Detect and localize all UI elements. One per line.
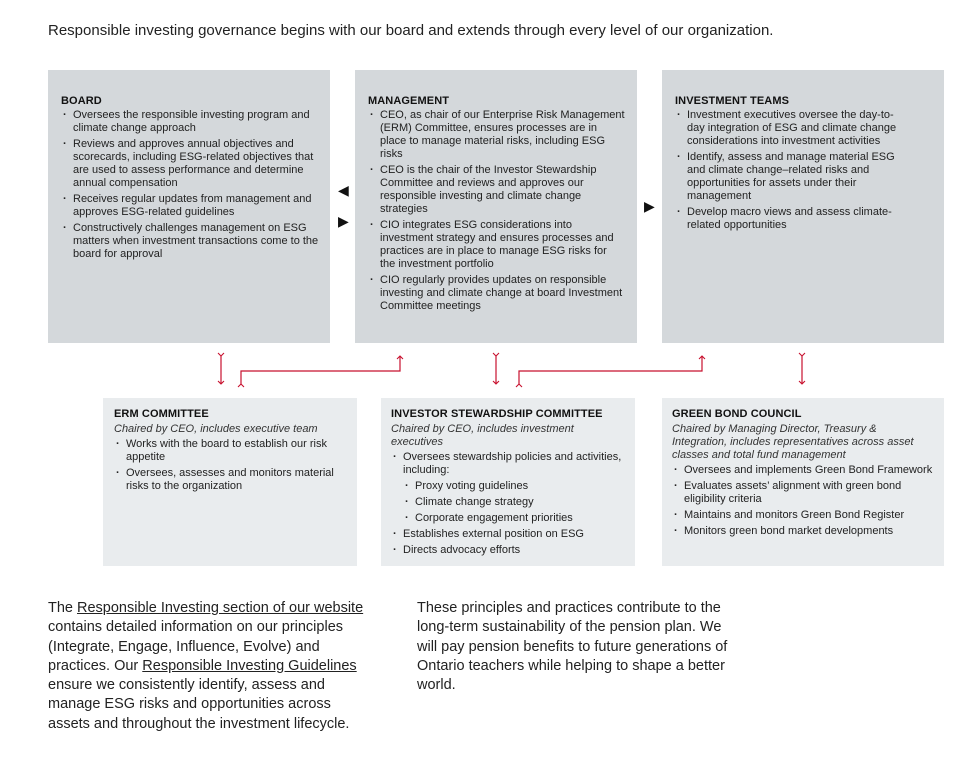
list-item: · Evaluates assets’ alignment with green bond eligibility criteria [672,480,934,506]
list-item: · CIO integrates ESG considerations into investment strategy and ensures processes and practices are in place to manage ESG risks for the investment portfolio [368,219,625,271]
list-item: · Oversees and implements Green Bond Framework [672,464,934,477]
right-paragraph: These principles and practices contribute to the long-term sustainability of the pension plan. We will pay pension benefits to future generations of Ontario teachers while helping to shape a better world. [417,600,728,694]
erm-committee-box [103,398,357,566]
list-item: · Oversees the responsible investing program and climate change approach [61,109,320,135]
green-bond-council-box [662,398,944,566]
intro-text: Responsible investing governance begins with our board and extends through every level of our organization. [48,22,774,39]
responsible-investing-guidelines-link[interactable]: Responsible Investing Guidelines [142,657,357,674]
left-paragraph [48,599,366,734]
list-subitem: · Climate change strategy [391,496,625,509]
arrow-left-icon: ◀ [338,182,349,198]
list-item: · Reviews and approves annual objectives and scorecards, including ESG-related objectives that are used to assess performance and determine annual compensation [61,138,320,190]
green-bond-council-subtitle: Chaired by Managing Director, Treasury & Integration, includes representatives across asset classes and total fund management [672,423,914,461]
erm-committee-subtitle: Chaired by CEO, includes executive team [114,423,318,435]
list-item: · Works with the board to establish our risk appetite [114,438,343,464]
green-bond-council-title: GREEN BOND COUNCIL [672,408,802,420]
responsible-investing-link[interactable]: Responsible Investing section of our website [77,600,364,616]
list-item: · Oversees stewardship policies and activities, including: [391,451,625,477]
para-text: ensure we consistently identify, assess and manage ESG risks and opportunities across assets and throughout the investment lifecycle. [48,677,350,732]
connector-isc-teams [519,356,702,384]
para-text: contains detailed information on our principles (Integrate, Engage, Influence, Evolve) and practices. Our [48,619,344,674]
erm-committee-list [114,438,343,493]
arrow-right-icon: ▶ [644,198,655,214]
list-item: · Monitors green bond market developments [672,525,934,538]
isc-box [381,398,635,566]
isc-list [391,451,625,557]
list-item: · Directs advocacy efforts [391,544,625,557]
connector-erm-management [241,356,400,384]
list-item: · Receives regular updates from management and approves ESG-related guidelines [61,193,320,219]
board-title: BOARD [61,95,102,107]
arrow-right-icon: ▶ [338,213,349,229]
investment-teams-title: INVESTMENT TEAMS [675,95,790,107]
list-item: · Maintains and monitors Green Bond Register [672,509,934,522]
list-item: · CIO regularly provides updates on responsible investing and climate change at board Investment Committee meetings [368,274,625,313]
list-subitem: · Proxy voting guidelines [391,480,625,493]
para-text: The [48,600,78,616]
list-item: · Constructively challenges management on ESG matters when investment transactions come to the board for approval [61,222,320,261]
erm-committee-title: ERM COMMITTEE [114,408,209,420]
list-item: · CEO, as chair of our Enterprise Risk Management (ERM) Committee, ensures processes are in place to manage material risks, including ESG risks [368,109,625,161]
list-subitem: · Corporate engagement priorities [391,512,625,525]
list-item: · Identify, assess and manage material ESG and climate change–related risks and opportunities for assets under their management [675,151,904,203]
management-title: MANAGEMENT [368,95,450,107]
green-bond-council-list [672,464,934,538]
list-item: · Investment executives oversee the day-to-day integration of ESG and climate change considerations into investment activities [675,109,904,148]
list-item: · Develop macro views and assess climate-related opportunities [675,206,904,232]
list-item: · CEO is the chair of the Investor Stewardship Committee and reviews and approves our responsible investing and climate change strategies [368,164,625,216]
isc-title: INVESTOR STEWARDSHIP COMMITTEE [391,408,603,420]
list-item: · Oversees, assesses and monitors material risks to the organization [114,467,343,493]
list-item: · Establishes external position on ESG [391,528,625,541]
isc-subtitle: Chaired by CEO, includes investment executives [391,423,574,448]
